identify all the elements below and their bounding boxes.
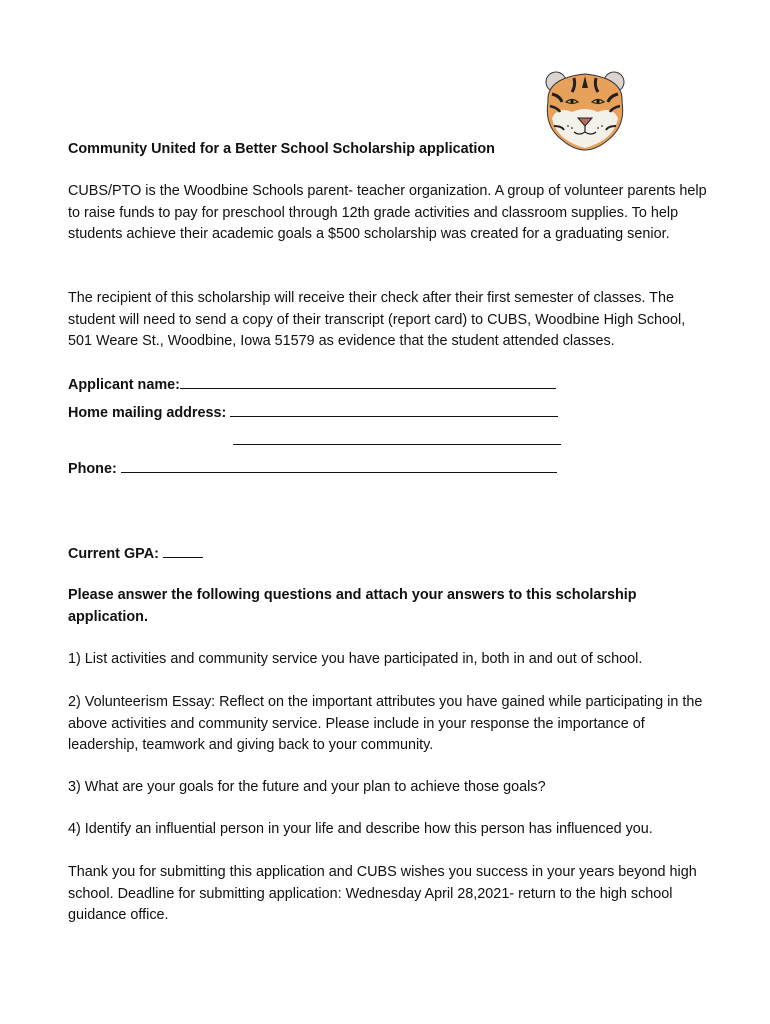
home-address-line-2[interactable] [233,430,561,445]
applicant-name-label: Applicant name: [68,377,180,393]
instructions-text: Please answer the following questions and attach your answers to this scholarship application. [68,587,637,625]
intro-paragraph: CUBS/PTO is the Woodbine Schools parent- teacher organization. A group of volunteer parents help to raise funds to pay for preschool through 12th grade activities and classroom supplies. To help students achieve their academic goals a $500 scholarship was created for a graduating senior. [68,183,707,242]
question-1: 1) List activities and community service you have participated in, both in and out of school. [68,651,643,667]
question-2: 2) Volunteerism Essay: Reflect on the important attributes you have gained while participating in the above activities and community service. Please include in your response the importance of leadership, teamwork and giving back to your community. [68,694,703,753]
home-address-label: Home mailing address: [68,405,227,421]
question-3: 3) What are your goals for the future and your plan to achieve those goals? [68,779,546,795]
home-address-line-2-field[interactable] [233,430,561,453]
phone-line[interactable] [121,458,557,473]
gpa-label: Current GPA: [68,546,159,562]
applicant-name-field[interactable] [68,374,556,397]
closing-paragraph: Thank you for submitting this application and CUBS wishes you success in your years beyond high school. Deadline for submitting application: Wednesday April 28,2021- return to the high school guidance office. [68,864,697,923]
gpa-line[interactable] [163,543,203,558]
form-title: Community United for a Better School Scholarship application [68,141,495,157]
gpa-field[interactable] [68,543,203,566]
phone-field[interactable] [68,458,557,481]
recipient-paragraph: The recipient of this scholarship will receive their check after their first semester of classes. The student will need to send a copy of their transcript (report card) to CUBS, Woodbine High School, 501 Weare St., Woodbine, Iowa 51579 as evidence that the student attended classes. [68,290,686,349]
home-address-field[interactable] [68,402,558,425]
applicant-name-line[interactable] [180,374,556,389]
phone-label: Phone: [68,461,117,477]
home-address-line-1[interactable] [230,402,558,417]
tiger-head-icon [538,66,632,152]
question-4: 4) Identify an influential person in your life and describe how this person has influenced you. [68,821,653,837]
